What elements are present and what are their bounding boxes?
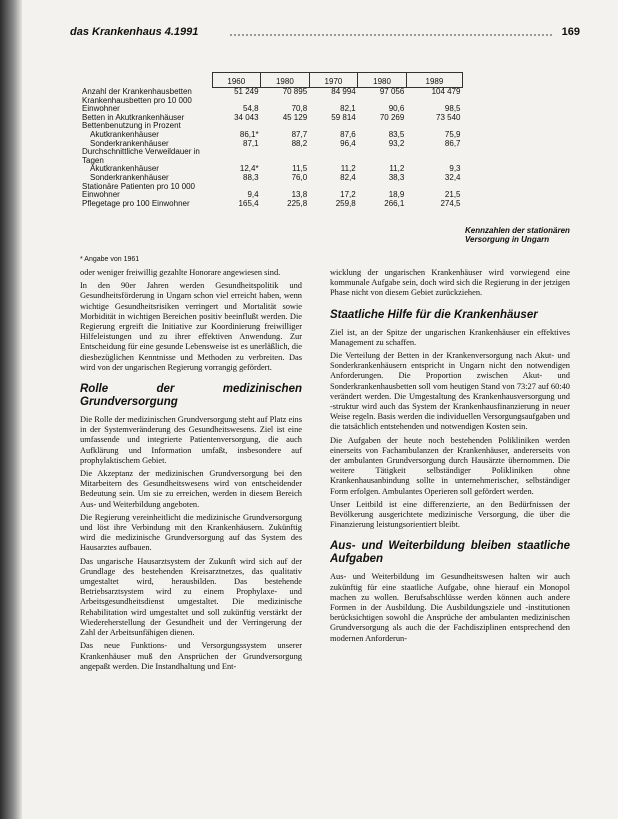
year-header: 1960 <box>212 73 261 88</box>
table-cell: 274,5 <box>440 198 461 208</box>
table-footnote: * Angabe von 1961 <box>80 256 140 263</box>
table-cell: 88,2 <box>291 138 308 148</box>
row-label: Durchschnittliche Verweildauer in Tagen <box>82 147 200 165</box>
table-cell: 96,4 <box>340 138 356 148</box>
table-cell: 11,2 <box>389 164 405 174</box>
year-header: 1970 <box>309 73 358 88</box>
table-row <box>80 97 463 114</box>
table-cell: 11,2 <box>340 164 356 174</box>
right-column <box>330 268 570 647</box>
table-cell: 90,6 <box>388 104 405 114</box>
table-row <box>80 183 463 200</box>
header-rule <box>230 34 552 36</box>
binding-shadow <box>0 0 22 819</box>
table-cell: 165,4 <box>238 198 259 208</box>
table-cell <box>261 148 310 165</box>
table-row <box>80 200 463 209</box>
year-header: 1989 <box>406 73 462 88</box>
table-cell: 82,1 <box>340 104 356 114</box>
table-cell: 86,7 <box>444 138 461 148</box>
paragraph: Aus- und Weiterbildung im Gesundheitswesen halten wir auch zukünftig für eine staatliche Aufgabe, ohne hierauf ein Monopol machen zu wollen. Berufsabschlüsse werden können auch andere Formen in der Ausbildung. Die Ausbildungsziele und -institutionen berücksichtigen sowohl die Ansprüche der ambulanten medizinischen Grundversorgung als auch die der Fachdisziplinen entsprechend den modernen Anforderun- <box>330 572 570 643</box>
table-cell: 21,5 <box>444 190 461 200</box>
hospital-statistics-table <box>80 72 463 208</box>
table-cell: 51 249 <box>234 87 259 96</box>
row-label: Sonderkrankenhäuser <box>90 138 169 148</box>
row-label: Akutkrankenhäuser <box>90 129 159 139</box>
year-header: 1980 <box>261 73 310 88</box>
table-row <box>80 148 463 165</box>
table-cell: 45 129 <box>282 112 308 122</box>
year-header: 1980 <box>358 73 407 88</box>
table-cell: 104 479 <box>431 87 461 96</box>
table-cell: 38,3 <box>388 172 405 182</box>
table-cell: 82,4 <box>340 172 356 182</box>
table-cell <box>212 148 261 165</box>
table-cell: 12,4* <box>239 164 259 174</box>
table-cell: 88,3 <box>243 172 259 182</box>
table-cell: 75,9 <box>444 129 461 139</box>
table-cell: 76,0 <box>291 172 308 182</box>
table-cell: 11,5 <box>292 164 308 174</box>
table-cell: 73 540 <box>436 112 461 122</box>
table-cell: 87,1 <box>243 138 259 148</box>
row-label: Bettenbenutzung in Prozent <box>82 121 181 131</box>
row-label: Sonderkrankenhäuser <box>90 172 169 182</box>
table-cell: 93,2 <box>388 138 405 148</box>
table-cell <box>309 148 358 165</box>
table-cell <box>358 148 407 165</box>
left-column <box>80 268 302 675</box>
table-cell: 86,1* <box>239 129 259 139</box>
table-cell: 98,5 <box>444 104 461 114</box>
table-cell: 266,1 <box>384 198 405 208</box>
paragraph: Die Akzeptanz der medizinischen Grundversorgung bei den Mitarbeitern des Gesundheitswesens wird von entscheidender Bedeutung sein. Um sie zu erreichen, werden in diesem Bereich Aus- und Weiterbildung angeboten. <box>80 469 302 509</box>
paragraph: Die Aufgaben der heute noch bestehenden Polikliniken werden einerseits von Fachambulanzen der Krankenhäuser, andererseits von der ambulanten Grundversorgung durch Hausärzte übernommen. Die weitere Tätigkeit selbständiger Polikliniken ohne Krankenhausanbindung sollte in unternehmerischer, selbständiger Form erfolgen. Ambulantes Operieren soll gefördert werden. <box>330 435 570 496</box>
table-cell: 54,8 <box>243 104 259 114</box>
table-cell: 84 994 <box>331 87 356 96</box>
table-cell: 70,8 <box>291 104 308 114</box>
row-label: Stationäre Patienten pro 10 000 Einwohner <box>82 181 195 200</box>
table-cell: 87,7 <box>291 129 308 139</box>
table-cell: 70 269 <box>379 112 405 122</box>
paragraph: Die Verteilung der Betten in der Krankenversorgung nach Akut- und Sonderkrankenhäusern entspricht in Ungarn nicht den notwendigen Anforderungen. Die Proportion zwischen Akut- und Sonderkrankenhausbetten soll vom heutigen Stand von 73:27 auf 60:40 verändert werden. Die Umgestaltung des Krankenhausversorgung und -struktur wird auch das System der Krankenhausfinanzierung in neuer Weise regeln. Basis werden die individuellen Versorgungsaufgaben und die tatsächlich entstehenden und notwendigen Kosten sein. <box>330 351 570 432</box>
table-cell: 9,4 <box>247 190 259 200</box>
paragraph: Das neue Funktions- und Versorgungssystem unserer Krankenhäuser muß den Ansprüchen der Grundversorgung angepaßt werden. Die Instandhaltung und Ent- <box>80 641 302 671</box>
table-cell: 17,2 <box>340 190 356 200</box>
section-heading: Aus- und Weiterbildung bleiben staatliche Aufgaben <box>330 540 570 566</box>
table-caption: Kennzahlen der stationären Versorgung in Ungarn <box>465 226 570 244</box>
section-heading: Rolle der medizinischen Grundversorgung <box>80 383 302 409</box>
paragraph: Die Regierung vereinheitlicht die medizinische Grundversorgung und löst ihre Verbindung mit den Krankenhäusern. Zukünftig wird die medizinische Grundversorgung auf das System des Hausarztes aufbauen. <box>80 512 302 553</box>
paragraph: Das ungarische Hausarztsystem der Zukunft wird sich auf der Grundlage des bestehenden Kreisarztnetzes, das qualitativ umgestaltet wird, herausbilden. Das bestehende Betriebsarztsystem wird zu einem Prophylaxe- und Arbeitsgesundheitsdienst umgestaltet. Die medizinische Rehabilitation wird umgestaltet und soll zukünftig verstärkt der Wiedereherstellung der Gesundheit und der Verringerung der Zahl der Arbeitsunfähigen dienen. <box>80 556 302 638</box>
row-label: Pflegetage pro 100 Einwohner <box>82 198 190 208</box>
paragraph: oder weniger freiwillig gezahlte Honorare angewiesen sind. <box>80 268 281 277</box>
paragraph: wicklung der ungarischen Krankenhäuser wird vorwiegend eine kommunale Aufgabe sein, doch wird sich die Regierung in der jetzigen Phase nicht von diesem Gebiet zurückziehen. <box>330 268 570 298</box>
row-label: Krankenhausbetten pro 10 000 Einwohner <box>82 95 192 114</box>
table-cell: 13,8 <box>291 190 308 200</box>
table-cell: 97 056 <box>379 87 405 96</box>
paragraph: In den 90er Jahren werden Gesundheitspolitik und Gesundheitsförderung in Ungarn schon viel erreicht haben, wenn wichtige Gesundheitsrisiken verringert und Mortalität sowie Morbidität in wichtigen Bereichen positiv beeinflußt werden. Die Regierung ergreift die Initiative zur Koordinierung freiwilliger Hilfeleistungen und zu ihrer effektiven Anwendung. Zur Entscheidung für eine gesunde Lebensweise ist es unerläßlich, die diesbezüglichen Kenntnisse und Methoden zu verbreiten. Das wird von der ungarischen Regierung vorrangig gefördert. <box>80 281 302 372</box>
journal-title: das Krankenhaus 4.1991 <box>70 26 199 38</box>
table-cell: 70 895 <box>282 87 308 96</box>
table-cell: 9,3 <box>449 164 461 174</box>
row-label: Akutkrankenhäuser <box>90 164 159 174</box>
table-cell: 18,9 <box>388 190 405 200</box>
row-label: Anzahl der Krankenhausbetten <box>82 87 192 96</box>
paragraph: Die Rolle der medizinischen Grundversorgung steht auf Platz eins in der Systemveränderung des Gesundheitswesens. Ziel ist eine umfassende und integrierte Patientenversorgung, die auch Aufklärung und Information umfaßt, insbesondere auf prophylaktischem Gebiet. <box>80 415 302 465</box>
table-cell: 87,6 <box>340 129 356 139</box>
paragraph: Unser Leitbild ist eine differenzierte, an den Bedürfnissen der Bevölkerung ausgerichtete medizinische Versorgung, die über die Finanzierung leistungsorientiert bleibt. <box>330 499 570 530</box>
row-label: Betten in Akutkrankenhäuser <box>82 112 185 122</box>
page-number: 169 <box>561 26 580 38</box>
paragraph: Ziel ist, an der Spitze der ungarischen Krankenhäuser ein effektives Management zu schaffen. <box>330 327 570 347</box>
table-cell: 225,8 <box>287 198 308 208</box>
table-cell: 34 043 <box>234 112 259 122</box>
table-cell: 83,5 <box>388 129 405 139</box>
table-cell: 32,4 <box>444 172 461 182</box>
section-heading: Staatliche Hilfe für die Krankenhäuser <box>330 308 538 321</box>
running-header <box>70 24 580 44</box>
table-cell: 259,8 <box>335 198 356 208</box>
table-cell <box>406 148 462 165</box>
table-cell: 59 814 <box>331 112 356 122</box>
